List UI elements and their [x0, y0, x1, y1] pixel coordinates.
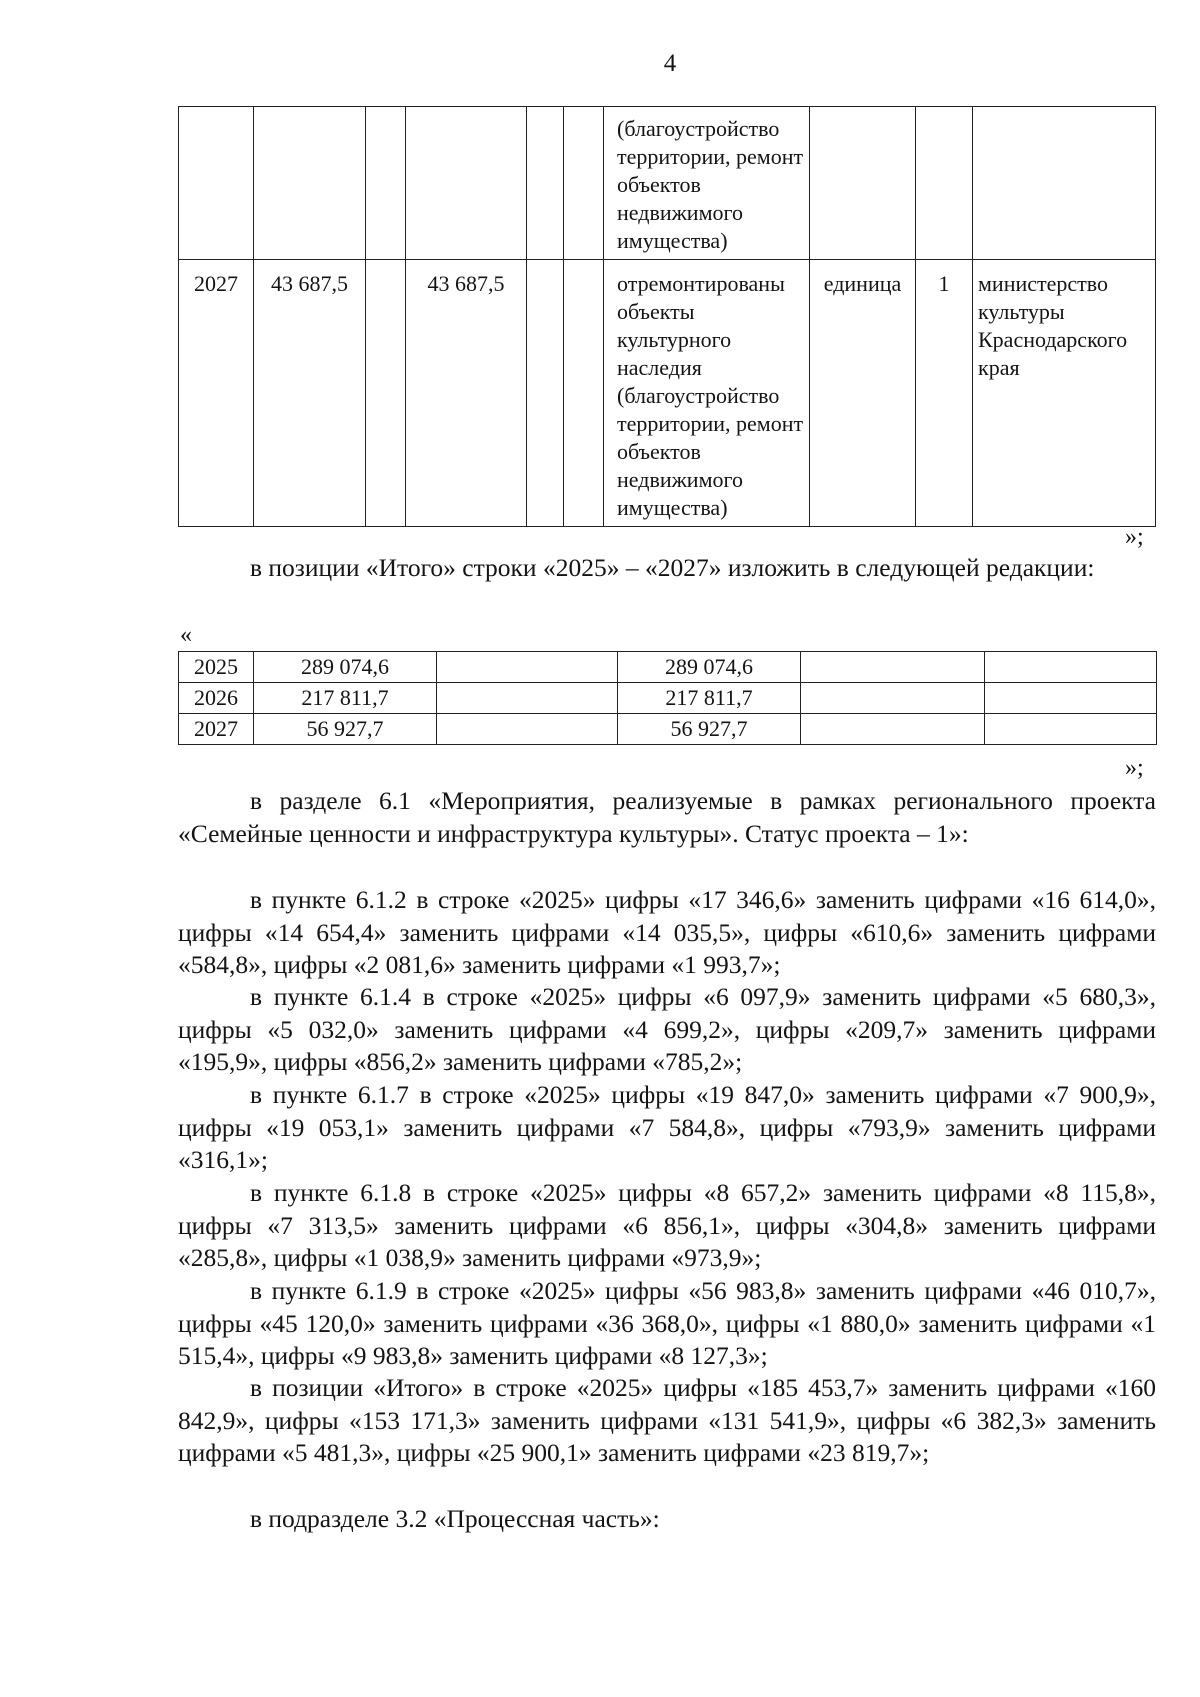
table-cell	[973, 107, 1156, 260]
paragraph-itogo: в позиции «Итого» строки «2025» – «2027» изложить в следующей редакции:	[250, 553, 1095, 582]
cell-year: 2027	[179, 714, 254, 745]
table-cell	[366, 107, 406, 260]
totals-table	[178, 651, 1157, 745]
cell-col5	[527, 260, 564, 527]
measures-table	[178, 106, 1156, 527]
cell-total: 289 074,6	[254, 652, 437, 683]
cell-year: 2027	[179, 260, 254, 527]
paragraph-section-6-1: в разделе 6.1 «Мероприятия, реализуемые в рамках регионального проекта «Семейные ценности и инфраструктура культуры». Статус проекта – 1»:	[178, 786, 1156, 848]
cell-total: 43 687,5	[254, 260, 366, 527]
table-cell	[179, 107, 254, 260]
table-cell	[916, 107, 973, 260]
cell-col3	[437, 714, 618, 745]
table-row	[179, 714, 1157, 745]
cell-description: (благоустройство территории, ремонт объектов недвижимого имущества)	[604, 107, 810, 260]
cell-responsible: министерство культуры Краснодарского края	[973, 260, 1156, 527]
page-number: 4	[663, 50, 677, 77]
cell-total: 217 811,7	[254, 683, 437, 714]
cell-col5	[801, 652, 985, 683]
cell-regional: 217 811,7	[618, 683, 801, 714]
cell-col3	[437, 683, 618, 714]
paragraph-item-6-1-9: в пункте 6.1.9 в строке «2025» цифры «56 983,8» заменить цифрами «46 010,7», цифры «45 120,0» заменить цифрами «36 368,0», цифры «1 880,0» заменить цифрами «1 515,4», цифры «9 983,8» заменить цифрами «8 127,3»;	[178, 1276, 1156, 1371]
table-cell	[527, 107, 564, 260]
table-row-continuation	[179, 107, 1156, 260]
paragraph-subsection-3-2: в подразделе 3.2 «Процессная часть»:	[250, 1504, 660, 1533]
closing-quote: »;	[1125, 524, 1144, 550]
paragraph-item-6-1-8: в пункте 6.1.8 в строке «2025» цифры «8 657,2» заменить цифрами «8 115,8», цифры «7 313,5» заменить цифрами «6 856,1», цифры «304,8» заменить цифрами «285,8», цифры «1 038,9» заменить цифрами «973,9»;	[178, 1178, 1156, 1273]
cell-col3	[437, 652, 618, 683]
cell-regional: 289 074,6	[618, 652, 801, 683]
cell-unit: единица	[810, 260, 916, 527]
table-row	[179, 652, 1157, 683]
opening-quote: «	[180, 622, 192, 648]
cell-col6	[985, 683, 1157, 714]
paragraph-itogo-2025: в позиции «Итого» в строке «2025» цифры «185 453,7» заменить цифрами «160 842,9», цифры «153 171,3» заменить цифрами «131 541,9», цифры «6 382,3» заменить цифрами «5 481,3», цифры «25 900,1» заменить цифрами «23 819,7»;	[178, 1373, 1156, 1468]
cell-col5	[801, 683, 985, 714]
cell-col6	[985, 652, 1157, 683]
paragraph-item-6-1-2: в пункте 6.1.2 в строке «2025» цифры «17 346,6» заменить цифрами «16 614,0», цифры «14 654,4» заменить цифрами «14 035,5», цифры «610,6» заменить цифрами «584,8», цифры «2 081,6» заменить цифрами «1 993,7»;	[178, 885, 1156, 980]
cell-year: 2026	[179, 683, 254, 714]
table-row-2027	[179, 260, 1156, 527]
table-cell	[254, 107, 366, 260]
cell-col6	[564, 260, 604, 527]
table-cell	[564, 107, 604, 260]
cell-col5	[801, 714, 985, 745]
paragraph-item-6-1-4: в пункте 6.1.4 в строке «2025» цифры «6 097,9» заменить цифрами «5 680,3», цифры «5 032,0» заменить цифрами «4 699,2», цифры «209,7» заменить цифрами «195,9», цифры «856,2» заменить цифрами «785,2»;	[178, 982, 1156, 1077]
table-cell	[406, 107, 527, 260]
cell-col3	[366, 260, 406, 527]
cell-regional: 56 927,7	[618, 714, 801, 745]
cell-year: 2025	[179, 652, 254, 683]
cell-col6	[985, 714, 1157, 745]
table-row	[179, 683, 1157, 714]
table-cell	[810, 107, 916, 260]
cell-description: отремонтированы объекты культурного наследия (благоустройство территории, ремонт объектов недвижимого имущества)	[604, 260, 810, 527]
cell-total: 56 927,7	[254, 714, 437, 745]
paragraph-item-6-1-7: в пункте 6.1.7 в строке «2025» цифры «19 847,0» заменить цифрами «7 900,9», цифры «19 053,1» заменить цифрами «7 584,8», цифры «793,9» заменить цифрами «316,1»;	[178, 1080, 1156, 1175]
closing-quote: »;	[1125, 755, 1144, 781]
cell-regional: 43 687,5	[406, 260, 527, 527]
cell-value: 1	[916, 260, 973, 527]
